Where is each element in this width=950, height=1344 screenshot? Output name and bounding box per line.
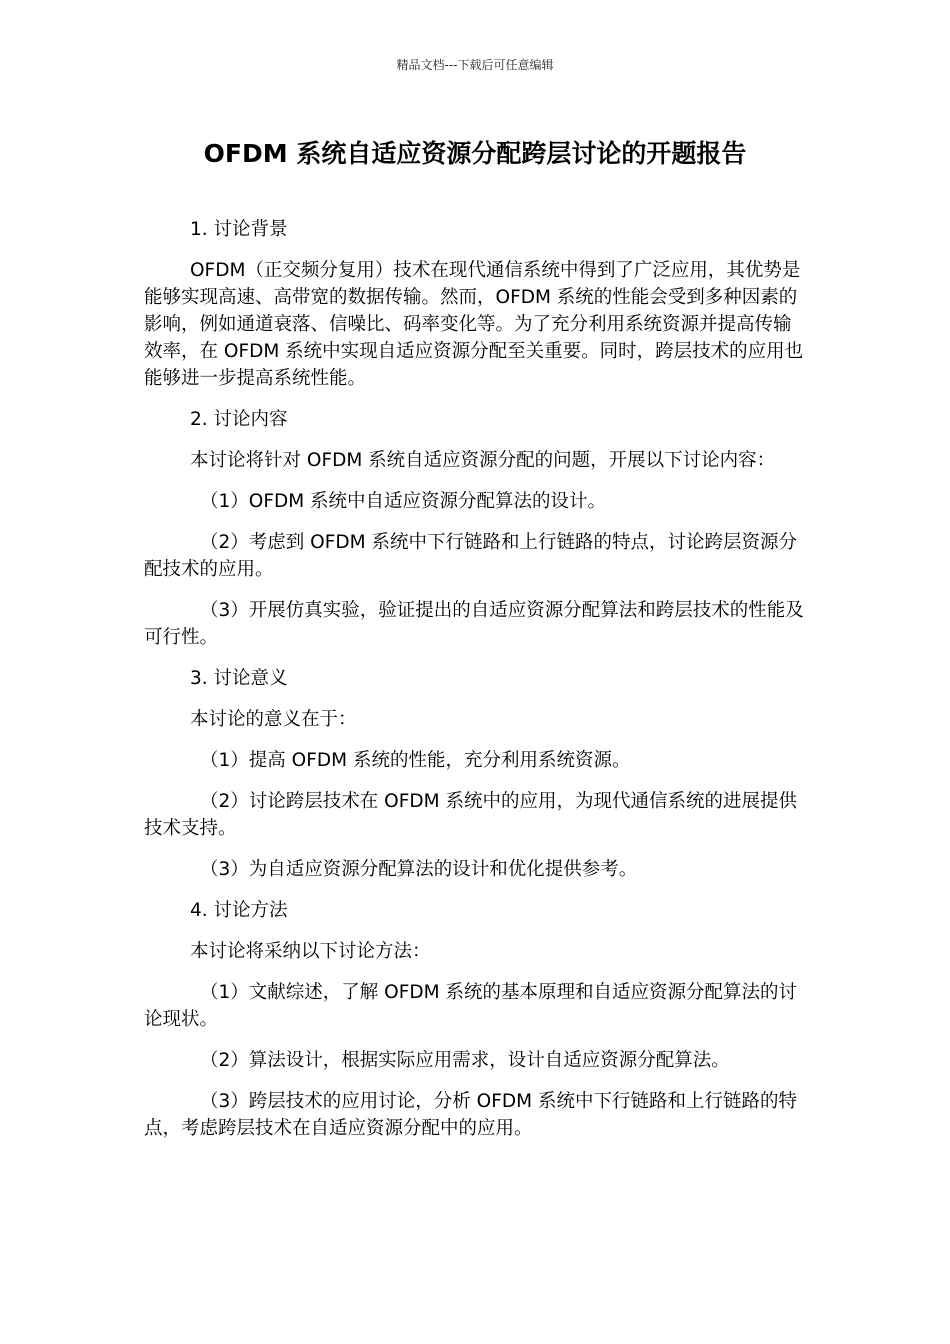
list-item: （1）文献综述，了解 OFDM 系统的基本原理和自适应资源分配算法的讨论现状。 [144,982,797,1030]
list-item: （3）跨层技术的应用讨论，分析 OFDM 系统中下行链路和上行链路的特点，考虑跨层技术在自适应资源分配中的应用。 [144,1091,797,1139]
list-item: （2）讨论跨层技术在 OFDM 系统中的应用，为现代通信系统的进展提供技术支持。 [144,791,797,839]
header-note: 精品文档---下载后可任意编辑 [396,58,554,72]
list-item: （1）OFDM 系统中自适应资源分配算法的设计。 [200,491,607,512]
list-item: （3）开展仿真实验，验证提出的自适应资源分配算法和跨层技术的性能及可行性。 [144,600,804,648]
paragraph-method-intro: 本讨论将采纳以下讨论方法： [190,941,431,962]
section-heading-method: 4. 讨论方法 [190,900,288,921]
section-heading-content: 2. 讨论内容 [190,409,288,430]
paragraph-significance-intro: 本讨论的意义在于： [190,709,357,730]
document-title: OFDM 系统自适应资源分配跨层讨论的开题报告 [203,139,747,168]
list-item: （2）考虑到 OFDM 系统中下行链路和上行链路的特点，讨论跨层资源分配技术的应用。 [144,532,797,580]
section-heading-significance: 3. 讨论意义 [190,668,288,689]
list-item: （2）算法设计，根据实际应用需求，设计自适应资源分配算法。 [200,1050,730,1071]
paragraph-content-intro: 本讨论将针对 OFDM 系统自适应资源分配的问题，开展以下讨论内容： [190,450,776,471]
list-item: （3）为自适应资源分配算法的设计和优化提供参考。 [200,859,638,880]
list-item: （1）提高 OFDM 系统的性能，充分利用系统资源。 [200,750,631,771]
paragraph-background: OFDM（正交频分复用）技术在现代通信系统中得到了广泛应用，其优势是能够实现高速、高带宽的数据传输。然而，OFDM 系统的性能会受到多种因素的影响，例如通道衰落、信噪比、码率变化等。为了充分利用系统资源并提高传输效率，在 OFDM 系统中实现自适应资源分配至关重要。同时，跨层技术的应用也能够进一步提高系统性能。 [144,260,804,389]
document-body [144,216,808,1156]
section-heading-background: 1. 讨论背景 [190,219,288,240]
